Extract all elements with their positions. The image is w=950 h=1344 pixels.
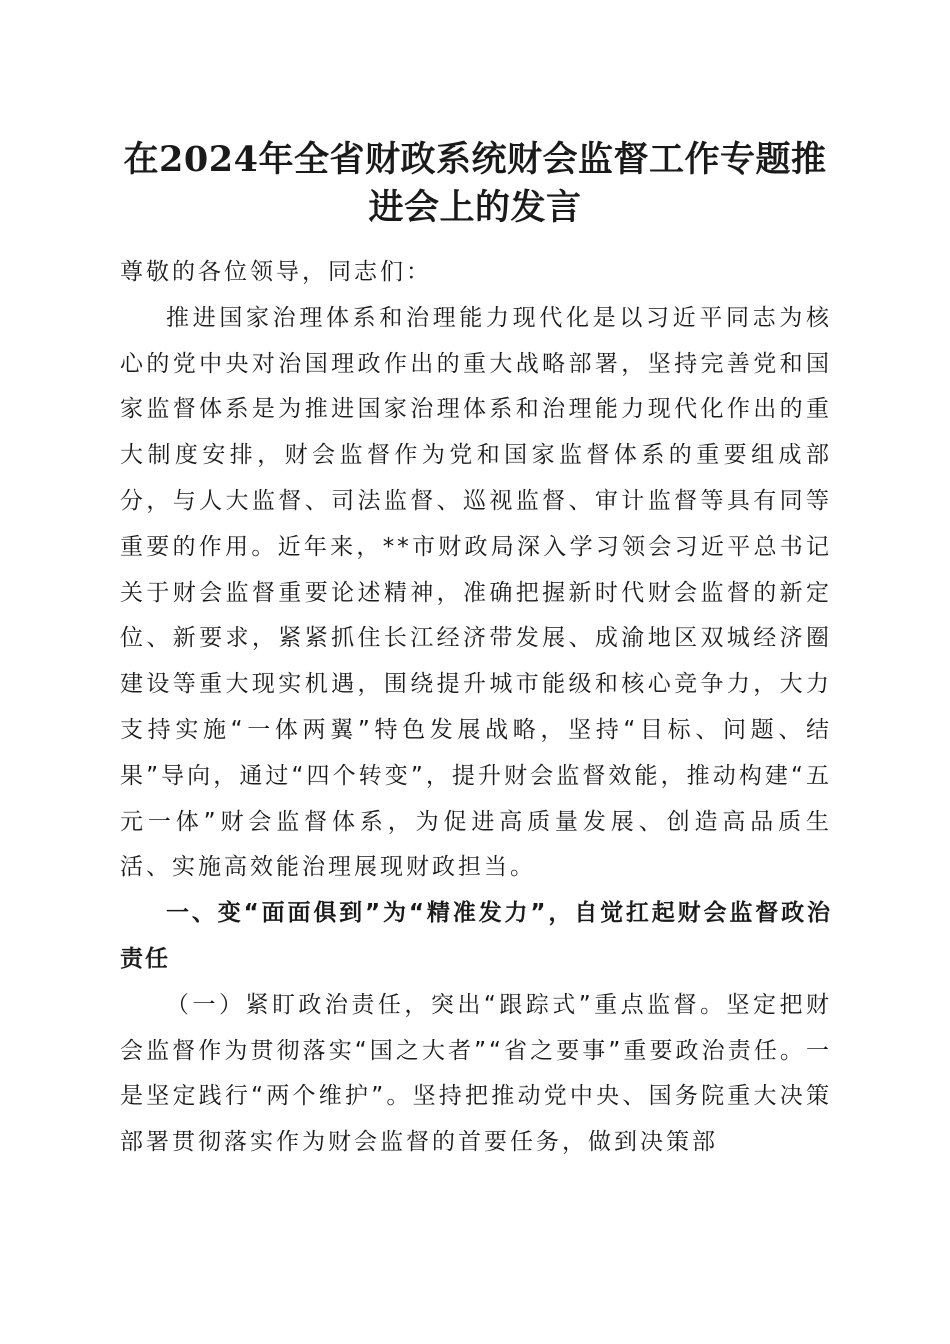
document-title [110, 136, 840, 232]
salutation: 尊敬的各位领导，同志们： [120, 259, 432, 285]
intro-paragraph: 推进国家治理体系和治理能力现代化是以习近平同志为核心的党中央对治国理政作出的重大战略部署，坚持完善党和国家监督体系是为推进国家治理体系和治理能力现代化作出的重大制度安排，财会监督作为党和国家监督体系的重要组成部分，与人大监督、司法监督、巡视监督、审计监督等具有同等重要的作用。近年来，**市财政局深入学习领会习近平总书记关于财会监督重要论述精神，准确把握新时代财会监督的新定位、新要求，紧紧抓住长江经济带发展、成渝地区双城经济圈建设等重大现实机遇，围绕提升城市能级和核心竞争力，大力支持实施“一体两翼”特色发展战略，坚持“目标、问题、结果”导向，通过“四个转变”，提升财会监督效能，推动构建“五元一体”财会监督体系，为促进高质量发展、创造高品质生活、实施高效能治理展现财政担当。 [120, 304, 832, 881]
document-body [120, 250, 832, 1166]
title-line-1: 在2024年全省财政系统财会监督工作专题推 [123, 139, 827, 180]
title-line-2: 进会上的发言 [368, 187, 582, 228]
subsection-paragraph-1: （一）紧盯政治责任，突出“跟踪式”重点监督。坚定把财会监督作为贯彻落实“国之大者”“省之要事”重要政治责任。一是坚定践行“两个维护”。坚持把推动党中央、国务院重大决策部署贯彻落实作为财会监督的首要任务，做到决策部 [120, 991, 832, 1156]
section-heading-1: 一、变“面面俱到”为“精准发力”，自觉扛起财会监督政治责任 [120, 900, 832, 972]
